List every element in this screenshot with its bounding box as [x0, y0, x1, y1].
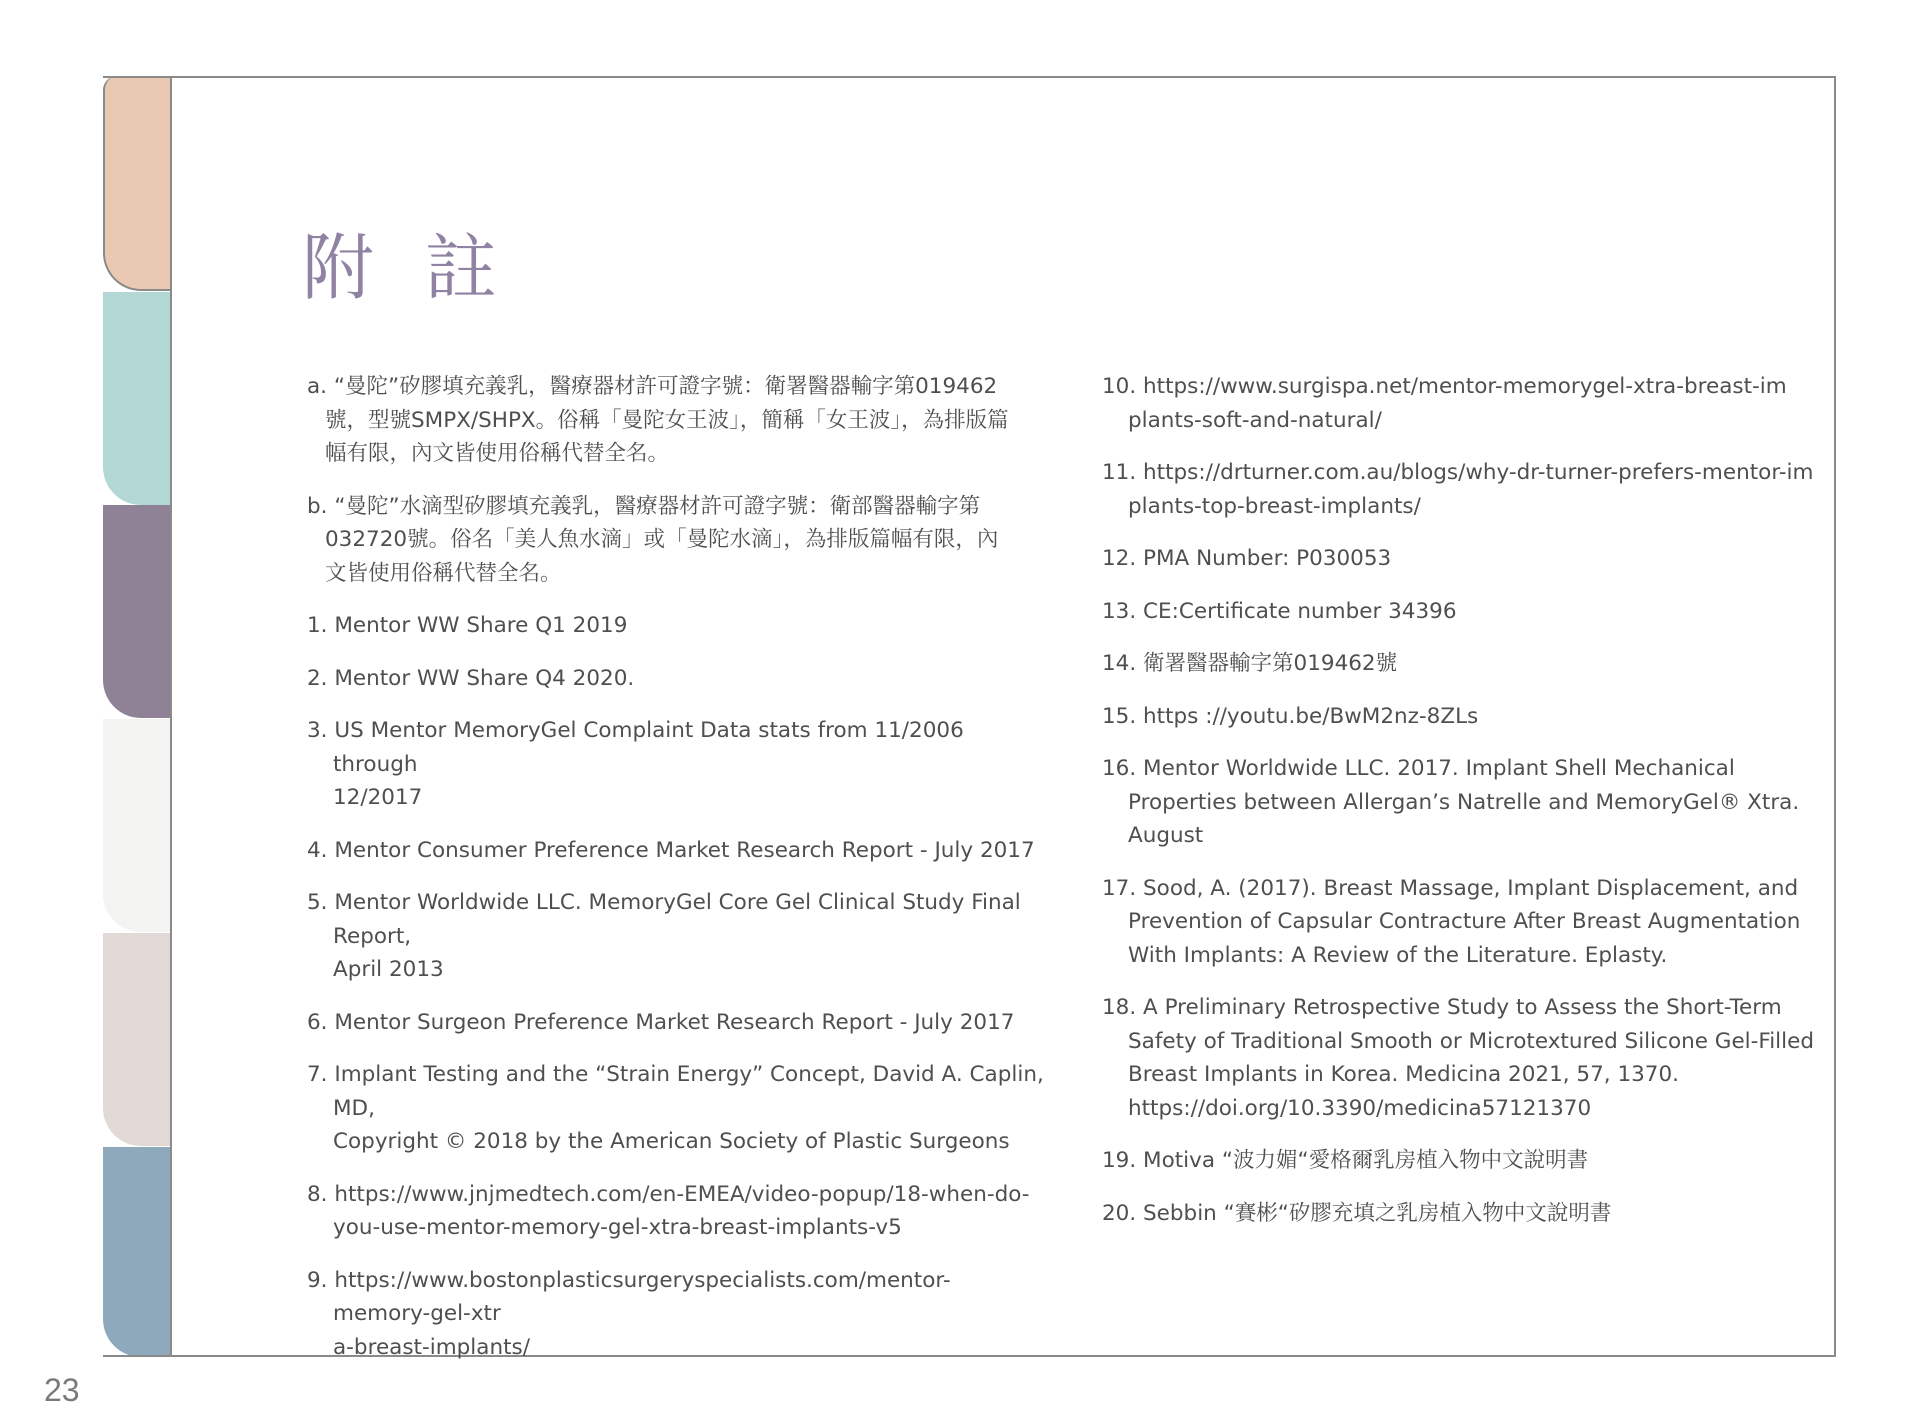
note-14: 14. 衛署醫器輸字第019462號	[1102, 651, 1398, 676]
note-17: 17. Sood, A. (2017). Breast Massage, Implant Displacement, and Prevention of Capsular Contracture After Breast Augmentation With Implants: A Review of the Literature. Eplasty.	[1102, 875, 1801, 968]
note-a: a. “曼陀”矽膠填充義乳，醫療器材許可證字號：衛署醫器輸字第019462 號，型號SMPX/SHPX。俗稱「曼陀女王波」，簡稱「女王波」，為排版篇 幅有限，內文皆使用俗稱代替全名。	[307, 374, 1009, 466]
note-b: b. “曼陀”水滴型矽膠填充義乳，醫療器材許可證字號：衛部醫器輸字第 032720號。俗名「美人魚水滴」或「曼陀水滴」，為排版篇幅有限，內 文皆使用俗稱代替全名。	[307, 493, 999, 586]
note-2: 2. Mentor WW Share Q4 2020.	[307, 665, 635, 691]
note-19: 19. Motiva “波力媚“愛格爾乳房植入物中文說明書	[1102, 1148, 1589, 1173]
page-frame-left-border	[170, 76, 172, 1357]
note-1: 1. Mentor WW Share Q1 2019	[307, 613, 628, 638]
note-9: 9. https://www.bostonplasticsurgeryspecialists.com/mentor-memory-gel-xtr a-breast-implants/	[307, 1267, 951, 1360]
note-7: 7. Implant Testing and the “Strain Energy” Concept, David A. Caplin, MD, Copyright © 2018 by the American Society of Plastic Surgeons	[307, 1062, 1044, 1154]
note-11: 11. https://drturner.com.au/blogs/why-dr-turner-prefers-mentor-im plants-top-breast-implants/	[1102, 460, 1814, 519]
note-16: 16. Mentor Worldwide LLC. 2017. Implant Shell Mechanical Properties between Allergan’s Natrelle and MemoryGel® Xtra. August	[1102, 756, 1800, 848]
page-number: 23	[44, 1372, 80, 1408]
note-5: 5. Mentor Worldwide LLC. MemoryGel Core Gel Clinical Study Final Report, April 2013	[307, 890, 1021, 982]
note-12: 12. PMA Number: P030053	[1102, 546, 1392, 571]
note-13: 13. CE:Certificate number 34396	[1102, 598, 1457, 624]
note-4: 4. Mentor Consumer Preference Market Research Report - July 2017	[307, 837, 1035, 863]
note-10: 10. https://www.surgispa.net/mentor-memorygel-xtra-breast-im plants-soft-and-natural/	[1102, 374, 1787, 433]
note-18: 18. A Preliminary Retrospective Study to Assess the Short-Term Safety of Traditional Smooth or Microtextured Silicone Gel-Filled Breast Implants in Korea. Medicina 2021, 57, 1370. https://doi.org/10.3390/medicina57121370	[1102, 995, 1815, 1121]
note-3: 3. US Mentor MemoryGel Complaint Data stats from 11/2006 through 12/2017	[307, 718, 964, 810]
note-15: 15. https ://youtu.be/BwM2nz-8ZLs	[1102, 703, 1479, 729]
page-title: 附 註	[302, 226, 511, 310]
note-8: 8. https://www.jnjmedtech.com/en-EMEA/video-popup/18-when-do- you-use-mentor-memory-gel-xtra-breast-implants-v5	[307, 1181, 1030, 1240]
notes-left-column	[307, 370, 1047, 1383]
notes-right-column	[1102, 370, 1822, 1249]
note-20: 20. Sebbin “賽彬“矽膠充填之乳房植入物中文說明書	[1102, 1200, 1612, 1226]
note-6: 6. Mentor Surgeon Preference Market Research Report - July 2017	[307, 1009, 1015, 1035]
